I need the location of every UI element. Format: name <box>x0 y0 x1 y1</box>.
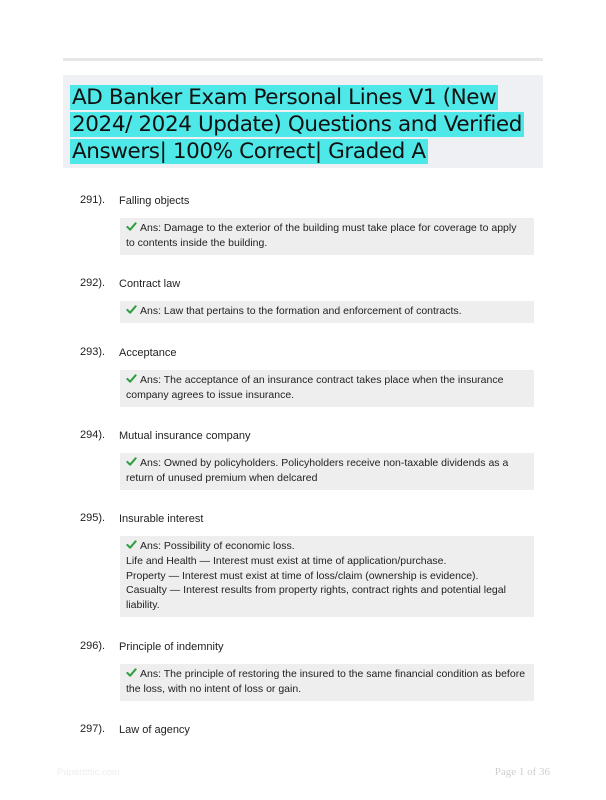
question-number: 296). <box>80 640 106 652</box>
answer-line: Ans: Possibility of economic loss. <box>126 539 528 554</box>
check-icon <box>126 667 137 678</box>
check-icon <box>126 539 137 550</box>
question-text: Acceptance <box>119 347 177 359</box>
top-divider <box>63 58 543 61</box>
question-number: 294). <box>80 429 106 441</box>
check-icon <box>126 456 137 467</box>
question-number: 291). <box>80 194 106 206</box>
answer-line: Casualty — Interest results from property rights, contract rights and potential legal <box>126 584 506 597</box>
question-number: 297). <box>80 723 106 735</box>
answer-box <box>120 218 534 255</box>
document-title-text: AD Banker Exam Personal Lines V1 (New 2024/ 2024 Update) Questions and Verified Answers| 100% Correct| Graded A <box>72 85 523 164</box>
answer-line: company agrees to issue insurance. <box>126 388 295 401</box>
answer-box <box>120 301 534 323</box>
answer-box <box>120 453 534 490</box>
question-text: Contract law <box>119 278 181 290</box>
answer-line: Ans: The principle of restoring the insured to the same financial condition as before <box>126 667 528 682</box>
answer-line: to contents inside the building. <box>126 236 268 249</box>
answer-box <box>120 536 534 617</box>
title-banner <box>63 75 543 168</box>
question-number: 293). <box>80 346 106 358</box>
answer-line: Ans: The acceptance of an insurance contract takes place when the insurance <box>126 373 528 388</box>
answer-line: the loss, with no intent of loss or gain. <box>126 682 302 695</box>
footer-watermark: Papertttlic.com <box>57 767 120 778</box>
question-text: Law of agency <box>119 724 190 736</box>
answer-line: Ans: Owned by policyholders. Policyholders receive non-taxable dividends as a <box>126 456 528 471</box>
check-icon <box>126 221 137 232</box>
answer-line: Ans: Law that pertains to the formation and enforcement of contracts. <box>126 304 528 319</box>
question-text: Principle of indemnity <box>119 641 224 653</box>
question-text: Mutual insurance company <box>119 430 251 442</box>
question-text: Insurable interest <box>119 513 204 525</box>
answer-line: Life and Health — Interest must exist at time of application/purchase. <box>126 554 447 567</box>
page-indicator: Page 1 of 36 <box>494 766 550 778</box>
question-number: 295). <box>80 512 106 524</box>
answer-line: liability. <box>126 599 160 612</box>
answer-line: Ans: Damage to the exterior of the building must take place for coverage to apply <box>126 221 528 236</box>
answer-box <box>120 370 534 407</box>
question-number: 292). <box>80 277 106 289</box>
question-text: Falling objects <box>119 195 190 207</box>
answer-box <box>120 664 534 701</box>
answer-line: Property — Interest must exist at time of loss/claim (ownership is evidence). <box>126 569 479 582</box>
check-icon <box>126 304 137 315</box>
answer-line: return of unused premium when delcared <box>126 471 318 484</box>
document-title <box>70 84 532 165</box>
check-icon <box>126 373 137 384</box>
